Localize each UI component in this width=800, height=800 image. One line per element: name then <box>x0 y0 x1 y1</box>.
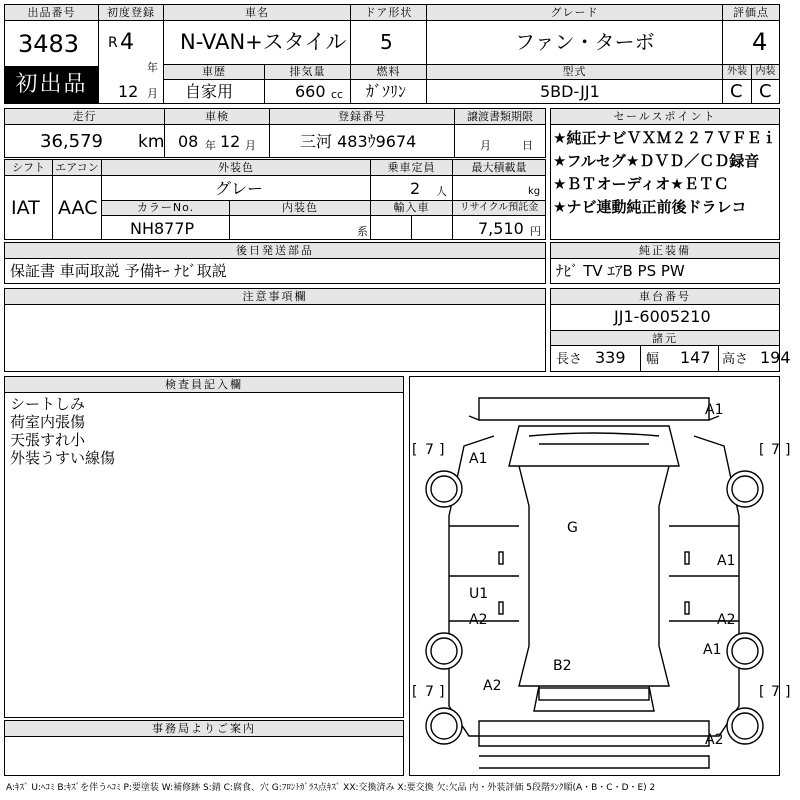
ac-label: エアコン <box>53 160 101 175</box>
doc-label: 譲渡書類期限 <box>455 109 545 124</box>
mark-rear-bumper: A2 <box>705 732 724 748</box>
load-unit: kg <box>528 186 541 197</box>
intcolor-unit: 系 <box>357 225 368 238</box>
later-parts-text: 保証書 車両取説 予備ｷｰ ﾅﾋﾞ取説 <box>10 262 227 280</box>
reg-label: 登録番号 <box>270 109 454 124</box>
legend: A:ｷｽﾞ U:ﾍｺﾐ B:ｷｽﾞを伴うﾍｺﾐ P:要塗装 W:補修跡 S:錆 C:腐食、穴 G:ﾌﾛﾝﾄｶﾞﾗｽ点ｷｽﾞ XX:交換済み X:要交換 欠:欠品 内・外装評価 5段階ﾗﾝｸ順(A・B・C・D・E) 2 <box>6 783 656 793</box>
chassis-label: 車台番号 <box>551 289 779 305</box>
history-value: 自家用 <box>185 82 234 101</box>
mark-r-front-door: A1 <box>717 553 736 569</box>
svg-text:[: [ <box>412 684 418 700</box>
tire-depth-fr: 7 <box>771 442 780 458</box>
len-value: 339 <box>595 348 626 367</box>
wid-label: 幅 <box>646 352 660 367</box>
svg-text:[: [ <box>759 442 765 458</box>
mark-r-quarter: A1 <box>703 642 722 658</box>
hei-label: 高さ <box>722 352 749 367</box>
dims-label: 諸元 <box>551 330 779 346</box>
sales-line-2: ★フルセグ★ＤＶＤ／ＣＤ録音 <box>553 152 760 170</box>
svg-text:]: ] <box>785 442 791 458</box>
svg-text:]: ] <box>439 442 445 458</box>
wid-value: 147 <box>680 348 711 367</box>
mark-back-door: B2 <box>553 658 572 674</box>
inspector-line-4: 外装うすい線傷 <box>10 449 116 467</box>
colorno-label: カラーNo. <box>102 201 229 215</box>
car-name: N-VAN+スタイル <box>180 30 347 54</box>
fuel-label: 燃料 <box>351 65 426 79</box>
door-label: ドア形状 <box>351 5 426 20</box>
ext-label: 外装 <box>723 65 751 79</box>
int-value: C <box>759 81 772 102</box>
lot-number: 3483 <box>18 30 80 58</box>
import-label: 輸入車 <box>371 201 452 215</box>
sales-line-3: ★ＢＴオーディオ★ＥＴＣ <box>553 175 729 193</box>
sales-line-1: ★純正ナビＶＸＭ２２７ＶＦＥｉ <box>553 129 777 147</box>
mark-l-quarter: A2 <box>483 678 502 694</box>
color-label: 外装色 <box>102 160 370 175</box>
inspect-year: 08 <box>178 132 199 151</box>
reg-month: 12 <box>118 82 139 101</box>
notes-label: 注意事項欄 <box>5 289 545 305</box>
mark-roof: G <box>567 520 578 536</box>
mileage-unit: km <box>138 132 165 152</box>
mark-r-rear-door: A2 <box>717 612 736 628</box>
recycle-value: 7,510 <box>478 219 524 238</box>
mark-front-bumper: A1 <box>705 402 724 418</box>
sales-label: セールスポイント <box>551 109 779 125</box>
door-type: 5 <box>380 30 393 54</box>
inspector-label: 検査員記入欄 <box>5 377 403 393</box>
car-diagram <box>409 376 791 776</box>
inspect-month-unit: 月 <box>245 139 256 152</box>
grade: ファン・ターボ <box>515 30 655 54</box>
ac-value: AAC <box>58 197 98 219</box>
seats-unit: 人 <box>436 185 447 198</box>
first-reg-label: 初度登録 <box>99 5 163 20</box>
svg-text:]: ] <box>785 684 791 700</box>
inspect-label: 車検 <box>165 109 269 124</box>
lot-label: 出品番号 <box>5 5 98 20</box>
year-unit: 年 <box>147 61 158 74</box>
mark-l-rear-door-u: U1 <box>469 586 489 602</box>
mark-l-rear-door-a: A2 <box>469 612 488 628</box>
model-label: 型式 <box>427 65 722 79</box>
load-label: 最大積載量 <box>453 160 545 175</box>
score: 4 <box>752 28 768 56</box>
history-label: 車歴 <box>164 65 264 79</box>
svg-text:[: [ <box>759 684 765 700</box>
reg-year: 4 <box>120 30 134 55</box>
tire-depth-fl: 7 <box>425 442 434 458</box>
recycle-unit: 円 <box>530 225 541 238</box>
tire-depth-rr: 7 <box>771 684 780 700</box>
len-label: 長さ <box>556 352 583 367</box>
equip-label: 純正装備 <box>551 243 779 259</box>
sales-points <box>550 108 780 240</box>
tire-depth-rl: 7 <box>425 684 434 700</box>
first-listing-badge: 初出品 <box>5 66 98 103</box>
month-unit: 月 <box>147 87 158 100</box>
mark-fl-fender: A1 <box>469 451 488 467</box>
seats-value: 2 <box>410 179 421 198</box>
svg-text:[: [ <box>412 442 418 458</box>
ext-value: C <box>730 81 743 102</box>
model-value: 5BD-JJ1 <box>540 82 600 101</box>
era: R <box>108 35 118 51</box>
grade-label: グレード <box>427 5 722 20</box>
hei-value: 194 <box>760 348 791 367</box>
inspect-month: 12 <box>220 132 241 151</box>
reg-number: 三河 483ｳ9674 <box>300 132 417 151</box>
mileage-label: 走行 <box>5 109 164 124</box>
doc-day: 日 <box>522 139 533 152</box>
fuel-value: ｶﾞｿﾘﾝ <box>366 82 407 101</box>
doc-month: 月 <box>480 139 491 152</box>
later-parts-label: 後日発送部品 <box>5 243 545 259</box>
inspector-line-1: シートしみ <box>10 395 86 413</box>
shift-label: シフト <box>5 160 52 175</box>
equip-text: ﾅﾋﾞ TV ｴｱB PS PW <box>556 262 685 280</box>
disp-label: 排気量 <box>265 65 350 79</box>
sales-line-4: ★ナビ連動純正前後ドラレコ <box>553 198 747 216</box>
inspect-year-unit: 年 <box>205 139 216 152</box>
chassis-number: JJ1-6005210 <box>614 307 711 326</box>
office-label: 事務局よりご案内 <box>5 721 403 737</box>
inspector-line-3: 天張すれ小 <box>10 431 86 449</box>
disp-unit: cc <box>331 88 344 101</box>
name-label: 車名 <box>164 5 350 20</box>
mileage-value: 36,579 <box>40 131 103 152</box>
int-label: 内装 <box>752 65 779 79</box>
seats-label: 乗車定員 <box>371 160 452 175</box>
score-label: 評価点 <box>723 5 779 20</box>
shift-value: IAT <box>11 197 40 219</box>
recycle-label: リサイクル預託金 <box>453 201 545 215</box>
inspector-line-2: 荷室内張傷 <box>10 413 86 431</box>
intcolor-label: 内装色 <box>230 201 370 215</box>
colorno-value: NH877P <box>130 219 195 238</box>
disp-value: 660 <box>295 82 326 101</box>
color-value: グレー <box>215 179 264 198</box>
svg-text:]: ] <box>439 684 445 700</box>
